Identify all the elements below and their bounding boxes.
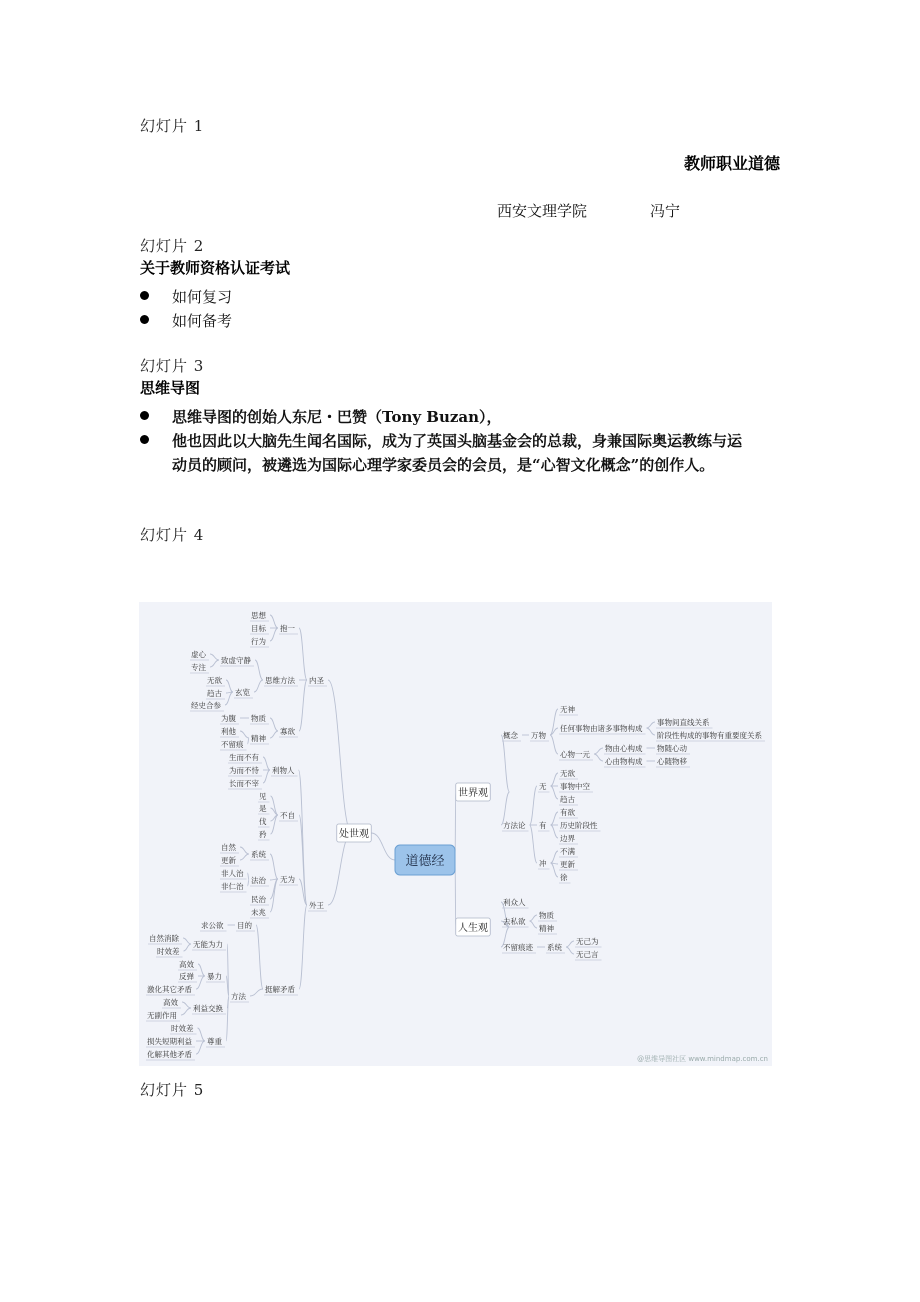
mindmap-edge	[255, 660, 263, 680]
mindmap-node-wuzhi	[250, 713, 269, 724]
mindmap-node-label: 内圣	[309, 676, 324, 685]
mindmap-node-label: 暴力	[207, 972, 222, 981]
mindmap-edge	[594, 754, 603, 761]
mindmap-edge	[328, 680, 352, 833]
mindmap-node-fangfa	[230, 991, 249, 1002]
mindmap-node-mudi	[236, 920, 255, 931]
mindmap-node-shijie	[456, 783, 491, 801]
mindmap-node-label: 未兆	[251, 908, 266, 917]
mindmap-node-label: 方法论	[503, 821, 526, 830]
mindmap-node-xuanlan	[234, 687, 253, 698]
mindmap-node-wushen	[559, 704, 578, 715]
slide-2-label: 幻灯片 2	[140, 237, 205, 255]
mindmap-image	[139, 602, 772, 1066]
mindmap-node-wuyouxin	[604, 743, 646, 754]
mindmap-node-gainian	[502, 730, 521, 741]
mindmap-edge	[198, 1028, 206, 1041]
mindmap-node-wuyu	[206, 675, 225, 686]
mindmap-diagram	[139, 602, 772, 1066]
mindmap-node-label: 见	[259, 792, 267, 801]
mindmap-node-label: 物随心动	[657, 744, 687, 753]
mindmap-node-wu	[538, 782, 550, 792]
mindmap-node-shixiaocha2	[170, 1023, 197, 1034]
mindmap-edge	[530, 915, 538, 921]
mindmap-node-label: 激化其它矛盾	[147, 985, 192, 994]
slide-4-label: 幻灯片 4	[140, 526, 205, 544]
mindmap-edge	[263, 757, 270, 770]
mindmap-node-label: 更新	[560, 860, 575, 869]
mindmap-node-label: 专注	[191, 663, 206, 672]
mindmap-node-sunshi	[146, 1036, 195, 1047]
mindmap-node-label: 化解其他矛盾	[147, 1050, 192, 1059]
mindmap-node-label: 目的	[237, 921, 252, 930]
mindmap-node-label: 道德经	[405, 854, 445, 869]
bullet-dot	[140, 411, 149, 420]
mindmap-node-label: 寡欲	[280, 727, 295, 736]
mindmap-node-siwei	[264, 675, 298, 686]
mindmap-node-label: 非人治	[221, 869, 244, 878]
mindmap-edge	[501, 735, 510, 792]
slide-3-heading: 思维导图	[140, 379, 201, 397]
mindmap-node-xinsuiwu	[656, 756, 690, 767]
mindmap-node-jingshi	[190, 700, 224, 711]
mindmap-edge	[256, 925, 263, 989]
mindmap-node-label: 有	[539, 821, 547, 830]
mindmap-edge	[210, 654, 219, 660]
bullet-dot	[140, 291, 149, 300]
mindmap-node-label: 时效差	[171, 1024, 194, 1033]
bullet-dot	[140, 315, 149, 324]
mindmap-node-label: 有欲	[560, 808, 575, 817]
mindmap-node-feirenzhi2	[220, 881, 247, 892]
mindmap-edge	[299, 770, 308, 905]
mindmap-edge	[371, 833, 395, 860]
slide-1-label: 幻灯片 1	[140, 117, 205, 135]
mindmap-node-label: 无欲	[560, 769, 575, 778]
mindmap-node-gaoxiao	[178, 959, 197, 970]
mindmap-node-label: 趋古	[560, 795, 575, 804]
mindmap-node-buzi	[279, 810, 298, 821]
mindmap-node-youyu	[559, 807, 578, 818]
mindmap-edge	[270, 718, 278, 731]
mindmap-node-label: 心随物移	[657, 757, 687, 766]
slide-1-title: 教师职业道德	[684, 154, 781, 173]
bullet-text: 思维导图的创始人东尼・巴赞（Tony Buzan），	[172, 408, 502, 426]
mindmap-node-label: 无神	[560, 705, 575, 714]
mindmap-node-zhixu	[220, 655, 254, 666]
mindmap-node-fantan	[178, 971, 197, 982]
mindmap-node-fa	[258, 816, 270, 827]
mindmap-node-label: 无	[539, 782, 547, 791]
mindmap-edge	[270, 615, 278, 628]
mindmap-node-you	[538, 820, 550, 831]
mindmap-node-label: 不自	[280, 811, 295, 820]
mindmap-node-buman	[559, 846, 578, 857]
mindmap-node-jingshen2	[538, 923, 557, 934]
mindmap-node-label: 思维方法	[265, 676, 295, 685]
mindmap-node-label: 自然消除	[149, 934, 179, 943]
bullet-dot	[140, 435, 149, 444]
slide-5-label: 幻灯片 5	[140, 1081, 205, 1099]
slide-1-author: 冯宁	[650, 202, 681, 220]
mindmap-node-label: 损失短期利益	[147, 1037, 192, 1046]
mindmap-node-jian	[258, 791, 270, 802]
mindmap-watermark: @思维导图社区 www.mindmap.com.cn	[637, 1055, 768, 1063]
mindmap-node-wai	[308, 900, 327, 911]
mindmap-node-label: 无副作用	[147, 1011, 177, 1020]
mindmap-node-jihua	[146, 984, 195, 995]
mindmap-node-xu	[559, 872, 571, 883]
mindmap-edge	[254, 680, 263, 692]
mindmap-node-baoyi	[279, 623, 298, 634]
mindmap-node-feirenzhi	[220, 868, 247, 879]
mindmap-edge	[551, 773, 559, 786]
mindmap-node-gaoxiao2	[162, 997, 181, 1008]
mindmap-node-xitong2	[546, 942, 565, 953]
mindmap-node-xitong	[250, 849, 269, 860]
mindmap-node-label: 世界观	[458, 788, 488, 799]
mindmap-node-zunzhong	[206, 1036, 225, 1047]
mindmap-node-label: 挺解矛盾	[265, 985, 295, 994]
mindmap-edge	[299, 905, 307, 989]
mindmap-node-jin	[258, 829, 270, 840]
mindmap-edge	[299, 628, 307, 680]
mindmap-node-label: 无欲	[207, 676, 222, 685]
mindmap-edge	[182, 1002, 191, 1008]
mindmap-node-fazhi	[250, 875, 269, 886]
mindmap-node-label: 反弹	[179, 972, 194, 981]
mindmap-node-shixiaocha	[156, 946, 183, 957]
mindmap-node-label: 心由物构成	[605, 757, 643, 766]
mindmap-edge	[551, 786, 559, 799]
mindmap-node-zhuanzhu	[190, 662, 209, 673]
mindmap-node-label: 利众人	[503, 898, 526, 907]
mindmap-node-label: 致虚守静	[221, 656, 251, 665]
mindmap-edge	[530, 921, 538, 928]
mindmap-node-label: 利他	[221, 727, 236, 736]
mindmap-node-label: 无能为力	[193, 940, 223, 949]
mindmap-node-label: 事物中空	[560, 782, 590, 791]
mindmap-node-label: 不留痕	[221, 740, 244, 749]
mindmap-edge	[240, 847, 249, 854]
mindmap-node-wanwu	[530, 730, 549, 741]
mindmap-node-label: 系统	[547, 943, 562, 952]
mindmap-edge	[196, 1041, 205, 1054]
mindmap-node-label: 万物	[531, 731, 546, 740]
mindmap-edge	[566, 947, 574, 954]
mindmap-node-label: 虚心	[191, 650, 206, 659]
mindmap-edge	[198, 964, 205, 976]
mindmap-node-label: 物质	[251, 714, 266, 723]
mindmap-node-label: 经史合参	[191, 701, 221, 710]
mindmap-node-wusuixin	[656, 743, 690, 754]
mindmap-node-label: 物由心构成	[605, 744, 643, 753]
mindmap-node-label: 高效	[163, 998, 178, 1007]
mindmap-node-baoli	[206, 971, 225, 982]
mindmap-edge	[196, 976, 205, 989]
mindmap-node-label: 方法	[231, 992, 246, 1001]
mindmap-node-label: 民治	[251, 895, 266, 904]
mindmap-node-weifu	[220, 713, 239, 724]
mindmap-edge	[328, 833, 352, 905]
mindmap-node-label: 精神	[539, 924, 554, 933]
mindmap-edge	[270, 879, 278, 912]
mindmap-node-label: 无为	[280, 875, 295, 884]
mindmap-node-label: 冲	[539, 859, 547, 868]
mindmap-node-ziranxiaochu	[148, 933, 182, 944]
mindmap-edge	[181, 1008, 191, 1015]
mindmap-node-jingshen	[250, 733, 269, 744]
mindmap-node-liyi	[192, 1003, 226, 1014]
slide-3-label: 幻灯片 3	[140, 357, 205, 375]
mindmap-node-ziran	[220, 842, 239, 853]
mindmap-node-label: 玄览	[235, 688, 250, 697]
mindmap-edge	[647, 722, 656, 728]
mindmap-node-label: 阶段性构成的事物有重要度关系	[657, 731, 762, 740]
mindmap-node-c	[395, 845, 455, 875]
mindmap-node-label: 系统	[251, 850, 266, 859]
mindmap-edge	[551, 812, 559, 825]
mindmap-node-label: 事物间直线关系	[657, 718, 710, 727]
mindmap-node-jieduan	[656, 730, 765, 741]
mindmap-node-weizhao	[250, 907, 269, 918]
mindmap-edge	[263, 770, 270, 783]
mindmap-node-shengerbuyou	[228, 752, 262, 763]
mindmap-node-label: 行为	[251, 637, 266, 646]
mindmap-node-label: 为腹	[221, 714, 236, 723]
mindmap-node-label: 任何事物由诸多事物构成	[560, 724, 643, 733]
mindmap-node-liwuren	[271, 765, 298, 776]
mindmap-edge	[183, 938, 191, 944]
mindmap-node-wuzhi2	[538, 910, 557, 921]
mindmap-node-label: 目标	[251, 624, 266, 633]
mindmap-node-wuneng	[192, 939, 226, 950]
mindmap-edge	[270, 854, 278, 879]
mindmap-node-gengxin	[220, 855, 239, 866]
mindmap-node-label: 历史阶段性	[560, 821, 598, 830]
mindmap-node-zhixian	[656, 717, 713, 728]
mindmap-edge	[248, 873, 250, 880]
mindmap-node-xuxin	[190, 649, 209, 660]
mindmap-node-huajie	[146, 1049, 195, 1060]
mindmap-edge	[647, 728, 656, 735]
slide-2-heading: 关于教师资格认证考试	[140, 259, 291, 277]
mindmap-node-xinyouwu	[604, 756, 646, 767]
mindmap-node-label: 是	[259, 804, 267, 813]
mindmap-node-label: 外王	[309, 901, 324, 910]
mindmap-node-buliuhen	[220, 739, 247, 750]
mindmap-node-label: 无己言	[576, 950, 599, 959]
mindmap-edges	[181, 615, 655, 1054]
mindmap-edge	[210, 660, 219, 667]
mindmap-node-bianjie	[559, 833, 578, 844]
mindmap-node-qiugongyi	[200, 920, 227, 931]
mindmap-node-label: 生而不有	[229, 753, 259, 762]
mindmap-node-tingjie	[264, 984, 298, 995]
mindmap-node-lita	[220, 726, 239, 737]
mindmap-node-qugu2	[559, 794, 578, 805]
mindmap-edge	[240, 731, 249, 738]
mindmap-edge	[240, 854, 249, 860]
bullet-text: 他也因此以大脑先生闻名国际，成为了英国头脑基金会的总裁，身兼国际奥运教练与运	[172, 432, 743, 450]
mindmap-node-qusiyu	[502, 916, 529, 927]
mindmap-node-shiwuzhongkong	[559, 781, 593, 792]
mindmap-edge	[299, 680, 307, 731]
mindmap-edge	[225, 692, 233, 705]
mindmap-node-wufuzuoyong	[146, 1010, 180, 1021]
mindmap-node-wuwei	[279, 874, 298, 885]
mindmap-node-qugu	[206, 688, 225, 699]
mindmap-node-label: 思想	[251, 611, 266, 620]
mindmap-node-label: 时效差	[157, 947, 180, 956]
mindmap-edge	[566, 941, 574, 947]
mindmap-edge	[594, 748, 603, 754]
mindmap-node-label: 徐	[560, 873, 568, 882]
mindmap-node-wujiyan	[575, 949, 602, 960]
mindmap-node-label: 高效	[179, 960, 194, 969]
mindmap-node-label: 处世观	[339, 829, 369, 840]
mindmap-node-label: 去私欲	[503, 917, 526, 926]
mindmap-node-label: 边界	[560, 834, 575, 843]
mindmap-node-label: 心物一元	[560, 750, 590, 759]
mindmap-node-rensheng	[456, 918, 491, 936]
bullet-text: 动员的顾问，被遴选为国际心理学家委员会的会员，是“心智文化概念”的创作人。	[172, 456, 715, 474]
mindmap-node-label: 自然	[221, 843, 236, 852]
mindmap-node-wuyu2	[559, 768, 578, 779]
mindmap-node-guayu	[279, 726, 298, 737]
mindmap-node-chong	[538, 858, 550, 869]
mindmap-edge	[248, 738, 250, 744]
mindmap-node-label: 不留痕迹	[503, 943, 533, 952]
mindmap-node-label: 长而不宰	[229, 779, 259, 788]
mindmap-edge	[248, 880, 250, 886]
mindmap-node-mubiao	[250, 623, 269, 634]
mindmap-edge	[270, 628, 278, 641]
mindmap-node-label: 伐	[259, 817, 267, 826]
mindmap-edge	[530, 825, 538, 863]
mindmap-node-label: 物质	[539, 911, 554, 920]
mindmap-node-fangfalun	[502, 820, 529, 831]
mindmap-node-minzhi	[250, 894, 269, 905]
mindmap-node-xinwuyiyuan	[559, 749, 593, 760]
mindmap-node-xingwei	[250, 636, 269, 647]
mindmap-node-label: 抱一	[280, 624, 295, 633]
mindmap-edge	[184, 944, 192, 951]
bullet-text: 如何复习	[172, 288, 233, 306]
mindmap-node-shi	[258, 804, 270, 814]
mindmap-edge	[530, 786, 538, 825]
mindmap-node-buliuhenji	[502, 942, 536, 953]
mindmap-node-gengxin2	[559, 859, 578, 870]
mindmap-node-label: 不满	[560, 847, 575, 856]
mindmap-node-zhangerbuzai	[228, 778, 262, 789]
mindmap-node-label: 概念	[503, 731, 518, 740]
mindmap-node-nei	[308, 675, 327, 686]
mindmap-edge	[551, 863, 559, 877]
mindmap-edge	[551, 851, 559, 863]
mindmap-node-wujiwei	[575, 936, 602, 947]
mindmap-edge	[226, 680, 233, 692]
mindmap-edge	[550, 735, 558, 754]
mindmap-node-label: 法治	[251, 876, 266, 885]
mindmap-node-lizhongren	[502, 897, 529, 908]
mindmap-node-label: 无己为	[576, 937, 599, 946]
mindmap-node-renhe	[559, 723, 646, 734]
mindmap-node-label: 更新	[221, 856, 236, 865]
mindmap-edge	[270, 731, 278, 738]
mindmap-node-label: 利物人	[272, 766, 295, 775]
slide-1-school: 西安文理学院	[497, 202, 588, 220]
mindmap-node-label: 矜	[259, 830, 267, 839]
mindmap-node-label: 人生观	[458, 923, 488, 934]
mindmap-node-label: 尊重	[207, 1037, 222, 1046]
mindmap-node-lishi	[559, 820, 601, 831]
mindmap-edge	[250, 989, 263, 996]
mindmap-node-label: 精神	[251, 734, 266, 743]
mindmap-node-label: 利益交换	[193, 1004, 223, 1013]
bullet-text: 如何备考	[172, 312, 233, 330]
mindmap-node-label: 求公欲	[201, 921, 224, 930]
mindmap-node-sixiang	[250, 610, 269, 621]
mindmap-node-chu	[337, 824, 372, 842]
mindmap-node-weierbushi	[228, 765, 262, 776]
mindmap-node-label: 非仁治	[221, 882, 244, 891]
mindmap-node-label: 为而不恃	[229, 766, 259, 775]
mindmap-edge	[551, 825, 559, 838]
mindmap-node-label: 趋古	[207, 689, 222, 698]
